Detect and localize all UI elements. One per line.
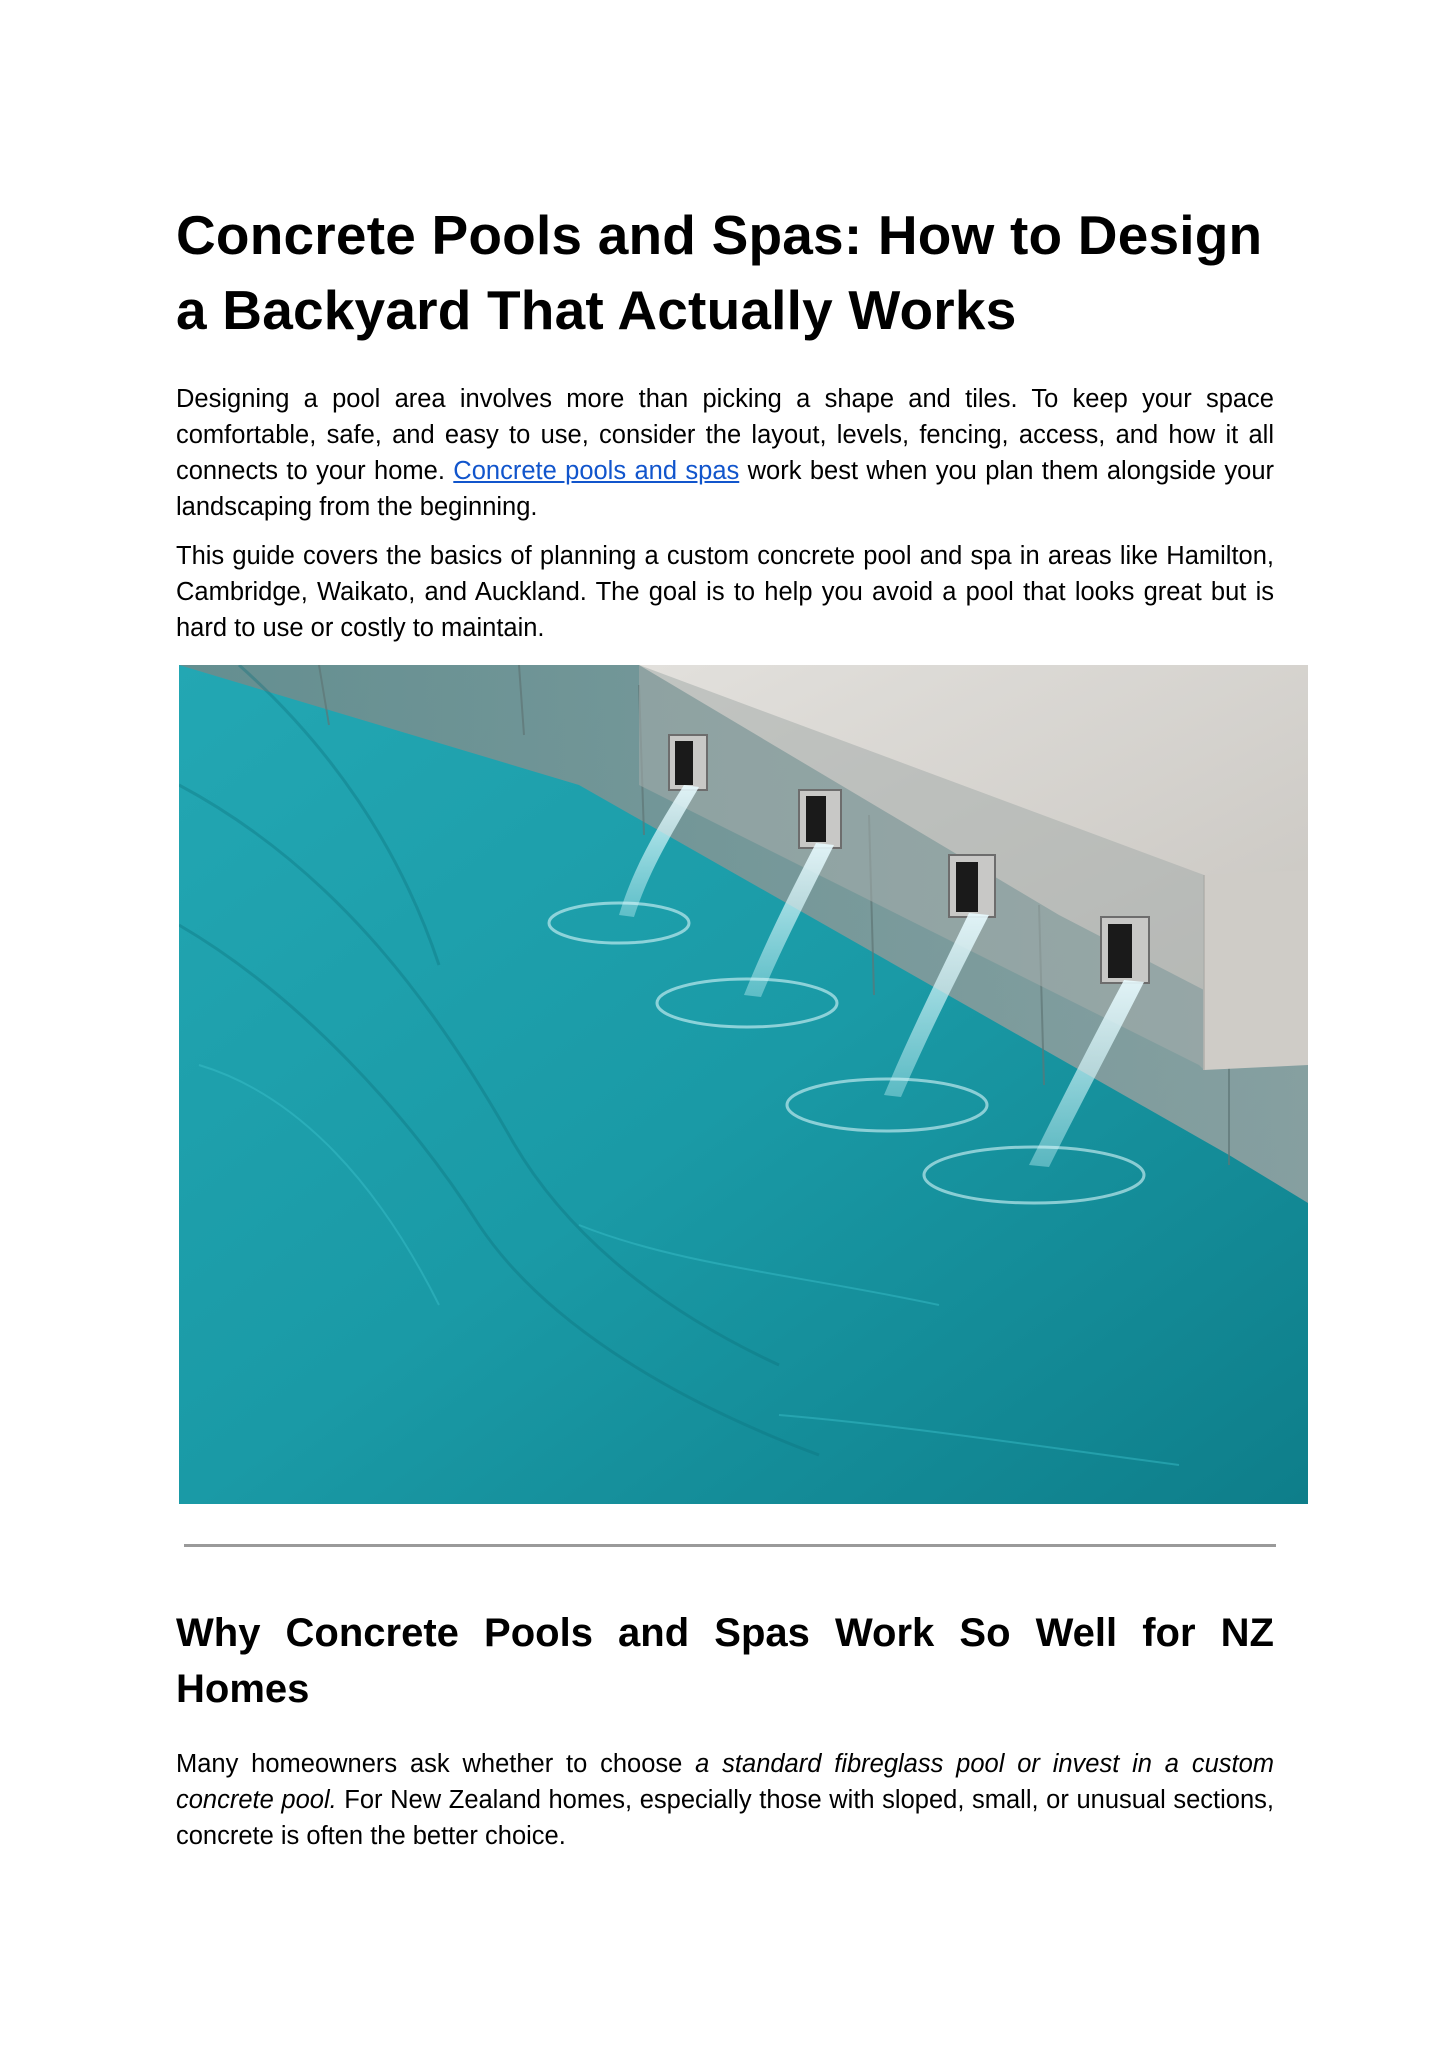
section-text-after: For New Zealand homes, especially those with sloped, small, or unusual sections, concrete is often the better choice. (176, 1786, 1275, 1850)
pool-photo (179, 665, 1308, 1504)
intro-text-after-link: work best when you plan them alongside your landscaping from the beginning. (176, 457, 1275, 521)
section-heading: Why Concrete Pools and Spas Work So Well for NZ Homes (176, 1611, 1274, 1711)
horizontal-divider (184, 1544, 1276, 1547)
page-title: Concrete Pools and Spas: How to Design a Backyard That Actually Works (176, 204, 1263, 341)
concrete-pools-link[interactable]: Concrete pools and spas (453, 457, 740, 485)
guide-paragraph: This guide covers the basics of planning a custom concrete pool and spa in areas like Hamilton, Cambridge, Waikato, and Auckland. The goal is to help you avoid a pool that looks great but is hard to use or costly to maintain. (176, 542, 1274, 642)
intro-paragraph (176, 381, 1274, 525)
section-text-italic: a standard fibreglass pool or invest in a custom concrete pool. (176, 1750, 1275, 1814)
section-text-before: Many homeowners ask whether to choose (176, 1750, 696, 1778)
intro-text-before-link: Designing a pool area involves more than picking a shape and tiles. To keep your space comfortable, safe, and easy to use, consider the layout, levels, fencing, access, and how it all connects to your home. (176, 385, 1274, 485)
section-paragraph (176, 1746, 1274, 1854)
